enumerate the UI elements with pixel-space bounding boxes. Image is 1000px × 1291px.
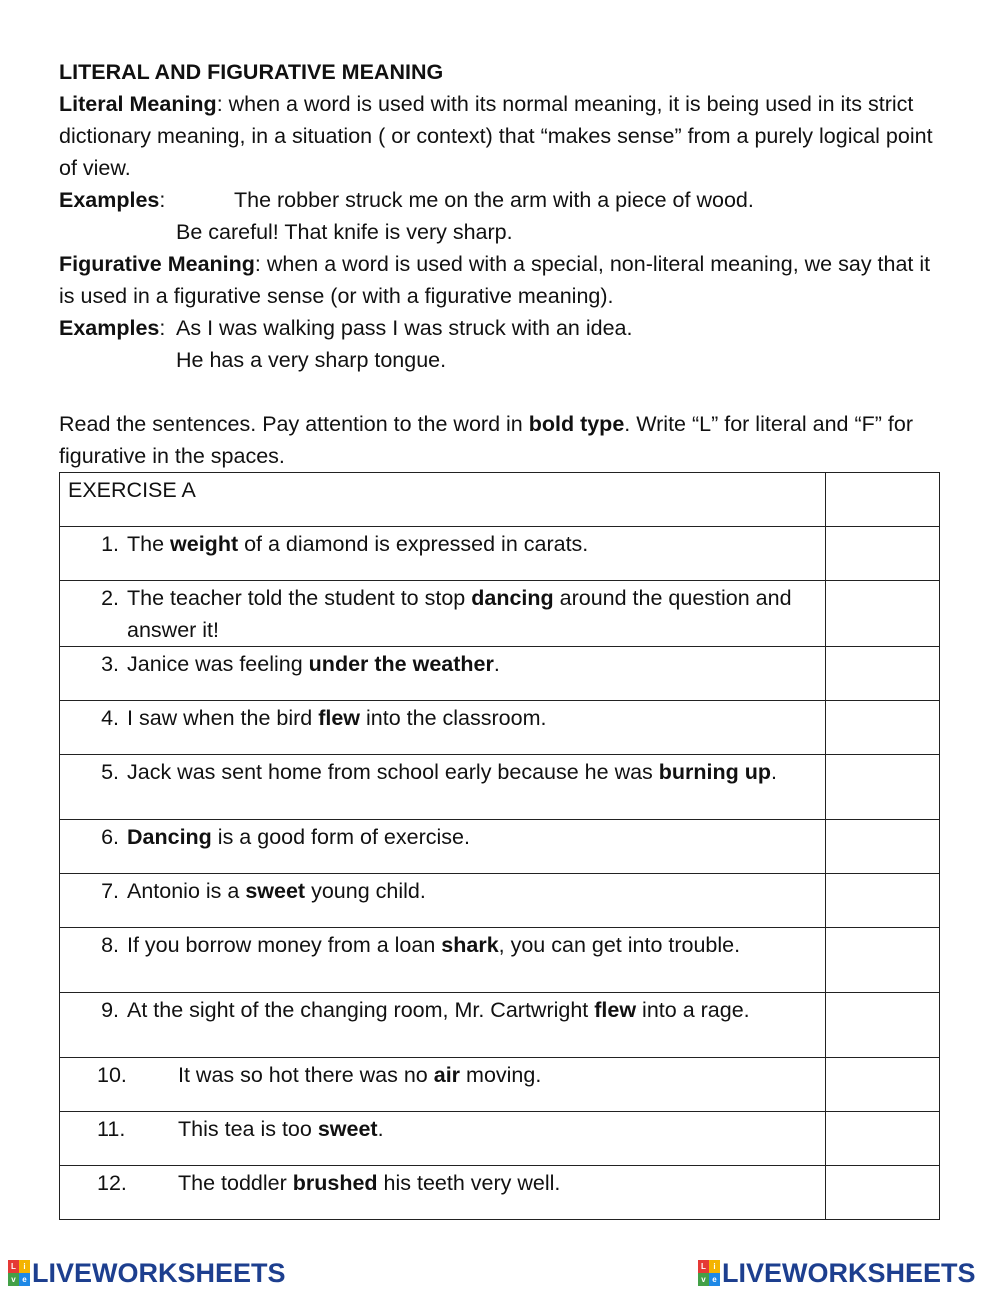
literal-examples-line-1 — [59, 184, 939, 216]
answer-input[interactable] — [826, 820, 943, 875]
exercise-row — [60, 1166, 940, 1220]
question — [68, 1167, 817, 1199]
exercise-row — [60, 1112, 940, 1166]
answer-input[interactable] — [826, 755, 943, 821]
question-text: At the sight of the changing room, Mr. Cartwright flew into a rage. — [127, 998, 750, 1022]
answer-cell[interactable] — [825, 1166, 939, 1220]
target-word: sweet — [317, 1117, 378, 1141]
question-number: 9. — [101, 998, 119, 1022]
question-cell — [60, 1058, 826, 1112]
liveworksheets-logo-icon: L i v e — [698, 1260, 720, 1286]
answer-cell[interactable] — [825, 928, 939, 993]
target-word: air — [433, 1063, 461, 1087]
answer-input[interactable] — [826, 993, 943, 1059]
figurative-example-1: As I was walking pass I was struck with an idea. — [176, 316, 633, 340]
question-number: 8. — [101, 933, 119, 957]
exercise-header: EXERCISE A — [60, 473, 826, 527]
question-number: 6. — [101, 825, 119, 849]
question — [68, 756, 817, 788]
question-text: This tea is too sweet. — [178, 1117, 384, 1141]
question-text: Jack was sent home from school early because he was burning up. — [127, 760, 778, 784]
question — [68, 702, 817, 734]
worksheet — [59, 56, 939, 1220]
page-title: LITERAL AND FIGURATIVE MEANING — [59, 60, 444, 84]
question — [68, 929, 817, 961]
question — [68, 994, 817, 1026]
question-number: 5. — [101, 760, 119, 784]
question-text: I saw when the bird flew into the classroom. — [127, 706, 547, 730]
exercise-row — [60, 820, 940, 874]
question-cell — [60, 993, 826, 1058]
answer-input[interactable] — [826, 527, 943, 582]
question-number: 7. — [101, 879, 119, 903]
answer-cell[interactable] — [825, 581, 939, 647]
answer-input[interactable] — [826, 1166, 943, 1221]
question — [68, 582, 817, 646]
target-word: Dancing — [127, 825, 212, 849]
question — [68, 875, 817, 907]
target-word: burning up — [658, 760, 772, 784]
answer-input[interactable] — [826, 874, 943, 929]
target-word: brushed — [292, 1171, 378, 1195]
question-number: 3. — [101, 652, 119, 676]
exercise-row — [60, 581, 940, 647]
exercise-row — [60, 1058, 940, 1112]
answer-cell[interactable] — [825, 701, 939, 755]
exercise-row — [60, 701, 940, 755]
target-word: flew — [318, 706, 361, 730]
question-number: 1. — [101, 532, 119, 556]
question-text: Janice was feeling under the weather. — [127, 652, 500, 676]
answer-header-cell — [825, 473, 939, 527]
literal-examples-label: Examples: — [59, 188, 166, 212]
literal-term: Literal Meaning — [59, 92, 217, 116]
question — [68, 648, 817, 680]
question-text: Antonio is a sweet young child. — [127, 879, 426, 903]
question-text: The teacher told the student to stop dancing around the question and answer it! — [127, 586, 792, 642]
answer-cell[interactable] — [825, 1112, 939, 1166]
question-text: Dancing is a good form of exercise. — [127, 825, 470, 849]
figurative-term: Figurative Meaning — [59, 252, 255, 276]
question-cell — [60, 928, 826, 993]
answer-cell[interactable] — [825, 647, 939, 701]
figurative-examples-line-1 — [59, 312, 939, 344]
question — [68, 1059, 817, 1091]
exercise-row — [60, 928, 940, 993]
footer-logo-left — [8, 1258, 286, 1288]
figurative-example-2: He has a very sharp tongue. — [176, 348, 447, 372]
answer-input[interactable] — [826, 928, 943, 994]
figurative-definition: Figurative Meaning: when a word is used with a special, non-literal meaning, we say that it is used in a figurative sense (or with a figurative meaning). — [59, 252, 931, 308]
logo-text: LIVEWORKSHEETS — [722, 1257, 976, 1288]
exercise-row — [60, 647, 940, 701]
question-cell — [60, 874, 826, 928]
exercise-row — [60, 874, 940, 928]
question-cell — [60, 527, 826, 581]
question — [68, 528, 817, 560]
logo-text: LIVEWORKSHEETS — [32, 1257, 286, 1288]
answer-cell[interactable] — [825, 1058, 939, 1112]
answer-cell[interactable] — [825, 993, 939, 1058]
question-text: The weight of a diamond is expressed in carats. — [127, 532, 589, 556]
literal-example-2: Be careful! That knife is very sharp. — [176, 220, 513, 244]
question — [68, 821, 817, 853]
question-number: 4. — [101, 706, 119, 730]
target-word: under the weather — [308, 652, 494, 676]
answer-cell[interactable] — [825, 755, 939, 820]
exercise-row — [60, 527, 940, 581]
question-cell — [60, 1166, 826, 1220]
question — [68, 1113, 817, 1145]
question-text: It was so hot there was no air moving. — [178, 1063, 542, 1087]
target-word: flew — [594, 998, 637, 1022]
answer-cell[interactable] — [825, 820, 939, 874]
instructions: Read the sentences. Pay attention to the word in bold type. Write “L” for literal and “F” for figurative in the spaces. — [59, 412, 913, 468]
literal-example-1: The robber struck me on the arm with a piece of wood. — [234, 188, 754, 212]
target-word: dancing — [471, 586, 554, 610]
question-cell — [60, 820, 826, 874]
target-word: weight — [170, 532, 239, 556]
answer-input[interactable] — [826, 647, 943, 702]
answer-cell[interactable] — [825, 874, 939, 928]
question-cell — [60, 755, 826, 820]
question-text: The toddler brushed his teeth very well. — [178, 1171, 561, 1195]
question-number: 11. — [97, 1117, 126, 1141]
question-number: 12. — [97, 1171, 127, 1195]
exercise-header-row — [60, 473, 940, 527]
footer-logo-right — [698, 1258, 976, 1288]
liveworksheets-logo-icon: L i v e — [8, 1260, 30, 1286]
exercise-row — [60, 993, 940, 1058]
literal-definition: Literal Meaning: when a word is used with its normal meaning, it is being used in its strict dictionary meaning, in a situation ( or context) that “makes sense” from a purely logical point of view. — [59, 92, 933, 180]
answer-input[interactable] — [826, 1058, 943, 1113]
question-number: 2. — [101, 586, 119, 610]
answer-cell[interactable] — [825, 527, 939, 581]
question-text: If you borrow money from a loan shark, you can get into trouble. — [127, 933, 741, 957]
exercise-table — [59, 472, 940, 1220]
answer-input[interactable] — [826, 701, 943, 756]
target-word: sweet — [245, 879, 306, 903]
question-number: 10. — [97, 1063, 127, 1087]
question-cell — [60, 701, 826, 755]
answer-input[interactable] — [826, 1112, 943, 1167]
question-cell — [60, 581, 826, 647]
answer-input[interactable] — [826, 581, 943, 648]
question-cell — [60, 647, 826, 701]
target-word: shark — [441, 933, 499, 957]
figurative-examples-label: Examples: — [59, 316, 166, 340]
question-cell — [60, 1112, 826, 1166]
exercise-row — [60, 755, 940, 820]
